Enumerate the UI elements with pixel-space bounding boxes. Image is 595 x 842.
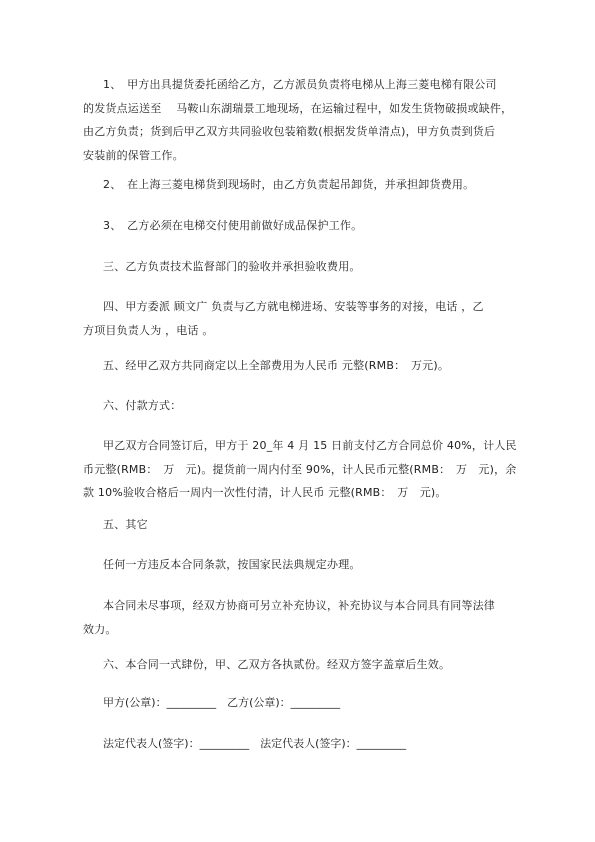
clause-san-line: 三、乙方负责技术监督部门的验收并承担验收费用。 bbox=[103, 260, 361, 273]
seal-signature-line: 甲方(公章)：_________ 乙方(公章)：_________ bbox=[103, 696, 341, 709]
breach-clause-line: 任何一方违反本合同条款，按国家民法典规定办理。 bbox=[103, 558, 361, 571]
clause-san bbox=[103, 255, 523, 279]
clause-2 bbox=[103, 173, 523, 197]
clause-wu-other-line: 五、其它 bbox=[103, 518, 148, 531]
clause-1-line: 1、 甲方出具提货委托函给乙方，乙方派员负责将电梯从上海三菱电梯有限公司 bbox=[103, 78, 497, 91]
clause-1-line: 由乙方负责；货到后甲乙双方共同验收包装箱数(根据发货单清点)，甲方负责到货后 bbox=[83, 125, 496, 138]
clause-liu bbox=[103, 394, 523, 418]
clause-wu-line: 五、经甲乙双方共同商定以上全部费用为人民币 元整(RMB： 万元)。 bbox=[103, 359, 450, 372]
copies-clause bbox=[103, 653, 523, 677]
supplement-clause-line: 本合同未尽事项，经双方协商可另立补充协议，补充协议与本合同具有同等法律 bbox=[103, 599, 495, 612]
breach-clause bbox=[103, 553, 523, 577]
representative-signature-line: 法定代表人(签字)：_________ 法定代表人(签字)：_________ bbox=[103, 737, 407, 750]
payment-detail-line: 币元整(RMB： 万 元)。提货前一周内付至 90%，计人民币元整(RMB： 万 元)，余 bbox=[83, 462, 517, 476]
payment-detail-line: 款 10%验收合格后一周内一次性付清，计人民币 元整(RMB： 万 元)。 bbox=[83, 486, 447, 499]
payment-detail bbox=[83, 434, 523, 505]
supplement-clause-line: 效力。 bbox=[83, 622, 117, 636]
clause-si-line: 四、甲方委派 顾文广 负责与乙方就电梯进场、安装等事务的对接，电话 ，乙 bbox=[103, 300, 484, 313]
clause-wu-other bbox=[103, 513, 523, 537]
clause-si-line: 方项目负责人为 ，电话 。 bbox=[83, 323, 214, 337]
clause-3-line: 3、 乙方必须在电梯交付使用前做好成品保护工作。 bbox=[103, 219, 363, 232]
clause-1 bbox=[83, 73, 523, 167]
clause-2-line: 2、 在上海三菱电梯货到现场时，由乙方负责起吊卸货，并承担卸货费用。 bbox=[103, 178, 475, 191]
copies-clause-line: 六、本合同一式肆份，甲、乙双方各执贰份。经双方签字盖章后生效。 bbox=[103, 658, 451, 671]
supplement-clause bbox=[83, 594, 523, 641]
clause-liu-line: 六、付款方式： bbox=[103, 399, 182, 412]
clause-wu bbox=[103, 354, 523, 378]
clause-1-line: 安装前的保管工作。 bbox=[83, 148, 184, 162]
clause-1-line: 的发货点运送至 马鞍山东湖瑞景工地现场，在运输过程中，如发生货物破损或缺件， bbox=[83, 101, 513, 115]
payment-detail-line: 甲乙双方合同签订后，甲方于 20_年 4 月 15 日前支付乙方合同总价 40%，计人民 bbox=[103, 439, 517, 452]
clause-si bbox=[83, 295, 523, 342]
clause-3 bbox=[103, 214, 523, 238]
